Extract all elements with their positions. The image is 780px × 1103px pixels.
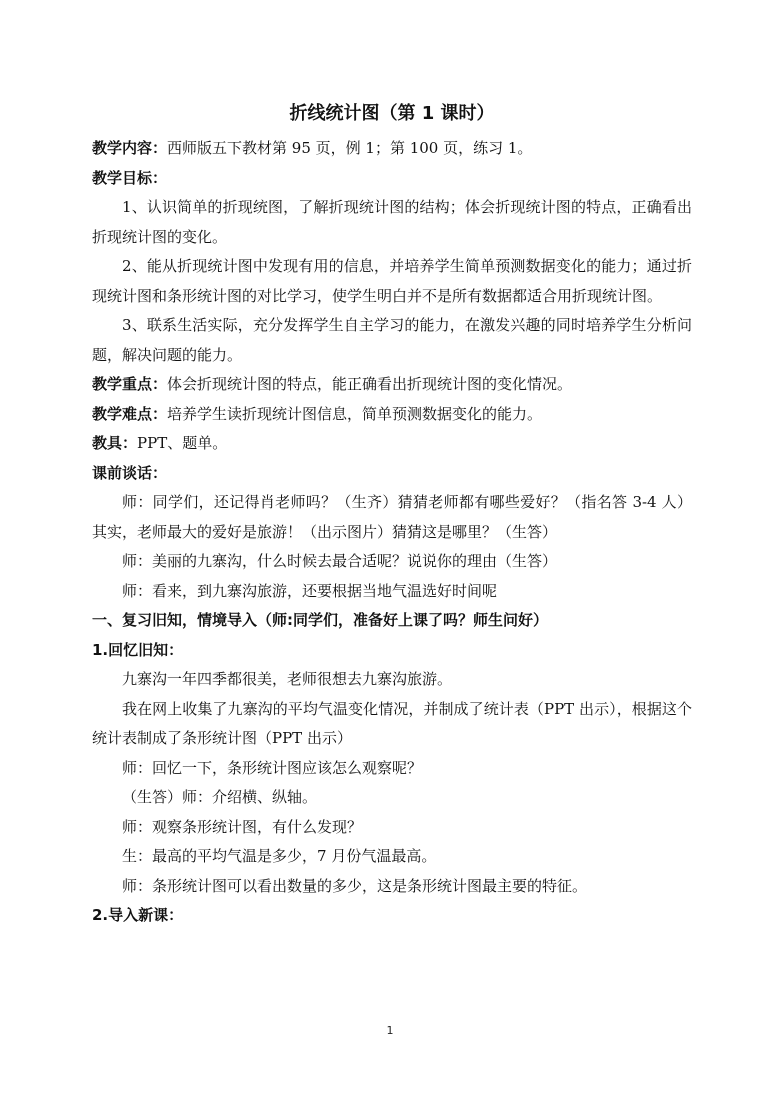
key-point-line	[92, 370, 692, 400]
tools-label: 教具：	[92, 434, 138, 452]
difficulty-label: 教学难点：	[92, 404, 168, 423]
teaching-content-label: 教学内容：	[92, 139, 168, 157]
document-title: 折线统计图（第 1 课时）	[289, 103, 495, 124]
teaching-goal-item-2: 2、能从折现统计图中发现有用的信息，并培养学生简单预测数据变化的能力；通过折现统计图和条形统计图的对比学习，使学生明白并不是所有数据都适合用折现统计图。	[92, 257, 692, 305]
document-content	[92, 100, 692, 931]
page-number: 1	[386, 1024, 394, 1037]
key-point-text: 体会折现统计图的特点，能正确看出折现统计图的变化情况。	[167, 375, 573, 393]
section-one-sub-two-heading: 2.导入新课：	[92, 906, 184, 924]
review-paragraph-4: （生答）师：介绍横、纵轴。	[122, 788, 318, 806]
review-paragraph-3: 师：回忆一下，条形统计图应该怎么观察呢？	[122, 758, 423, 777]
teaching-goal-item-1: 1、认识简单的折现统图，了解折现统计图的结构；体会折现统计图的特点，正确看出折现统计图的变化。	[92, 198, 692, 246]
review-paragraph-2: 我在网上收集了九寨沟的平均气温变化情况，并制成了统计表（PPT 出示），根据这个统计表制成了条形统计图（PPT 出示）	[92, 699, 692, 747]
difficulty-line	[92, 400, 692, 430]
difficulty-text: 培养学生读折现统计图信息，简单预测数据变化的能力。	[167, 404, 543, 423]
review-paragraph-7: 师：条形统计图可以看出数量的多少，这是条形统计图最主要的特征。	[122, 876, 588, 895]
section-one-heading: 一、复习旧知，情境导入（师:同学们，准备好上课了吗？师生问好）	[92, 611, 549, 629]
review-paragraph-5: 师：观察条形统计图，有什么发现？	[122, 817, 363, 836]
teaching-goal-item-3: 3、联系生活实际，充分发挥学生自主学习的能力，在激发兴趣的同时培养学生分析问题，解决问题的能力。	[92, 316, 692, 364]
teaching-content-line	[92, 134, 692, 164]
tools-line	[92, 429, 692, 459]
pre-class-paragraph-2: 师：美丽的九寨沟，什么时候去最合适呢？说说你的理由（生答）	[122, 552, 558, 570]
review-paragraph-6: 生：最高的平均气温是多少，7 月份气温最高。	[122, 847, 437, 865]
review-paragraph-1: 九寨沟一年四季都很美，老师很想去九寨沟旅游。	[122, 670, 453, 688]
teaching-content-text: 西师版五下教材第 95 页，例 1；第 100 页，练习 1。	[167, 139, 533, 157]
pre-class-label: 课前谈话：	[92, 463, 168, 482]
pre-class-paragraph-1: 师：同学们，还记得肖老师吗？（生齐）猜猜老师都有哪些爱好？（指名答 3-4 人）其实，老师最大的爱好是旅游！（出示图片）猜猜这是哪里？（生答）	[92, 493, 692, 541]
tools-text: PPT、题单。	[137, 434, 228, 452]
section-one-sub-one-heading: 1.回忆旧知：	[92, 640, 184, 659]
pre-class-paragraph-3: 师：看来，到九寨沟旅游，还要根据当地气温选好时间呢	[122, 581, 498, 600]
teaching-goals-label: 教学目标：	[92, 168, 168, 187]
key-point-label: 教学重点：	[92, 375, 168, 393]
